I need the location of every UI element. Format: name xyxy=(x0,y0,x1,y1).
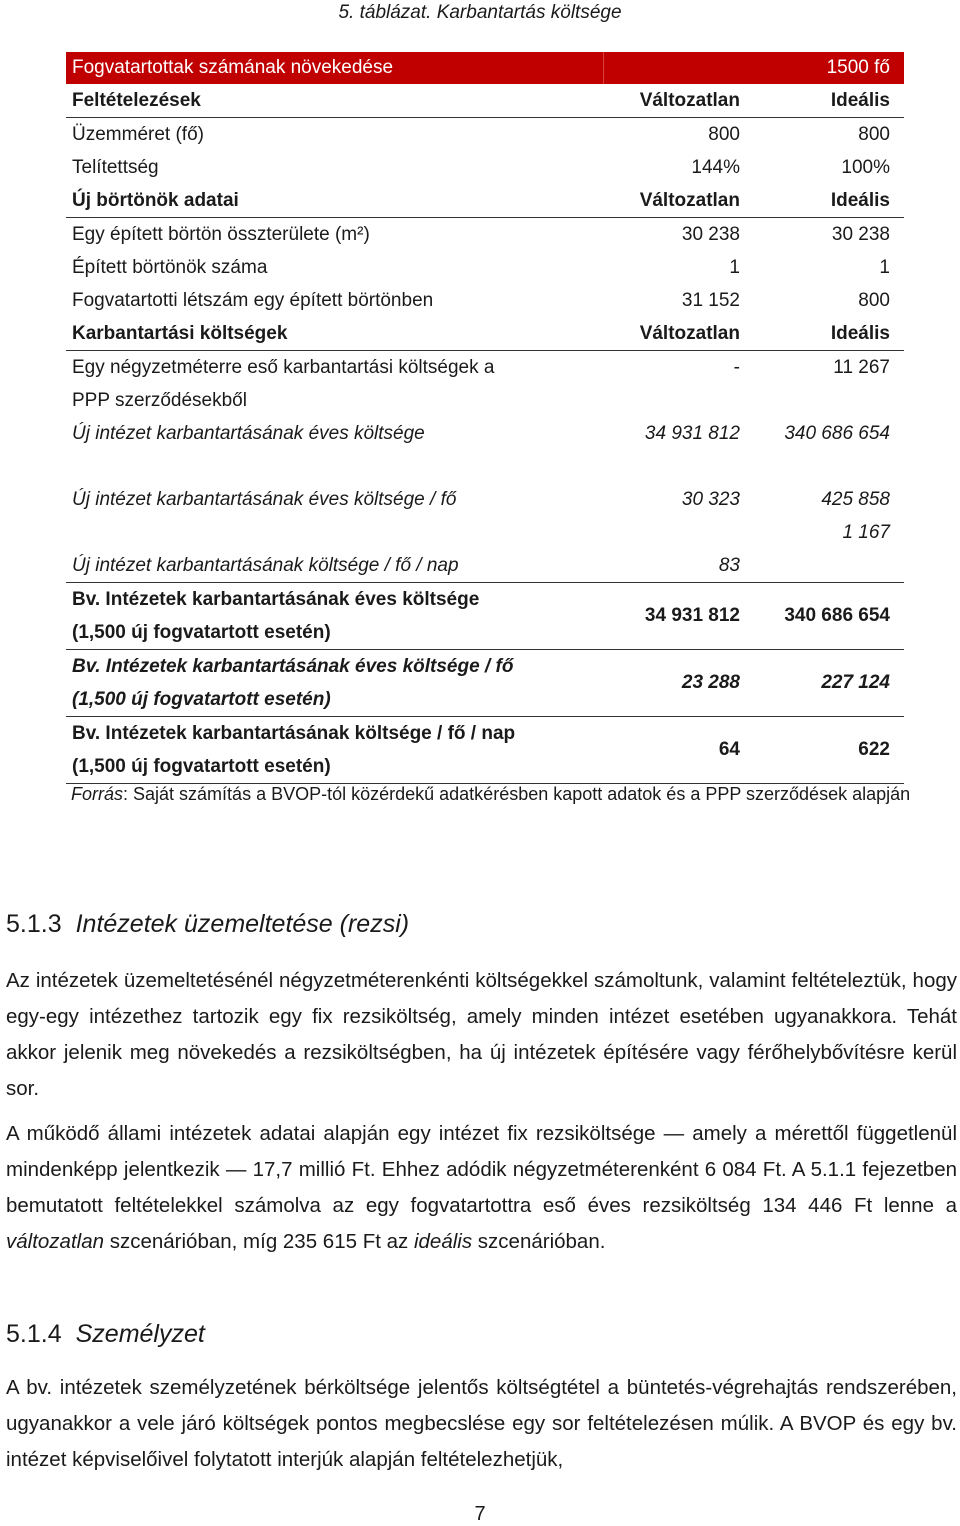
source-text: : Saját számítás a BVOP-tól közérdekű adatkérésben kapott adatok és a PPP szerződések alapján xyxy=(123,784,911,804)
value-valtozatlan: 30 323 xyxy=(681,488,740,510)
row-label: Egy négyzetméterre eső karbantartási költségek a xyxy=(72,356,495,378)
table-row xyxy=(66,351,904,385)
row-label: Telítettség xyxy=(72,156,159,178)
table-row xyxy=(66,483,904,516)
value-valtozatlan: Változatlan xyxy=(604,84,755,118)
value-valtozatlan xyxy=(604,384,755,417)
value-idealis: Ideális xyxy=(754,184,904,218)
value-idealis: 30 238 xyxy=(831,223,890,245)
row-label: PPP szerződésekből xyxy=(72,389,247,411)
row-label xyxy=(66,717,604,784)
row-label: Új intézet karbantartásának költsége / fő / nap xyxy=(66,549,604,583)
title-label: Fogvatartottak számának növekedése xyxy=(66,52,604,84)
row-label: Épített börtönök száma xyxy=(72,256,268,278)
page-number: 7 xyxy=(474,1503,486,1525)
table-row xyxy=(66,417,904,450)
section-number: 5.1.3 xyxy=(6,910,62,938)
value-idealis: 100% xyxy=(841,156,890,178)
row-label-line-2: (1,500 új fogvatartott esetén) xyxy=(72,622,331,643)
table-row xyxy=(66,184,904,218)
row-label: Új intézet karbantartásának éves költsége xyxy=(72,422,425,444)
table-row xyxy=(66,583,904,650)
row-label: Feltételezések xyxy=(66,84,604,118)
value-idealis: 227 124 xyxy=(754,650,904,717)
value-idealis: Ideális xyxy=(754,84,904,118)
value-valtozatlan: 144% xyxy=(691,156,740,178)
table-row xyxy=(66,251,904,284)
value-idealis: 622 xyxy=(754,717,904,784)
value-idealis: 425 858 xyxy=(821,488,890,510)
row-label xyxy=(66,583,604,650)
row-label: Egy épített börtön összterülete (m²) xyxy=(72,223,370,245)
source-label: Forrás xyxy=(71,784,124,804)
value-valtozatlan: 83 xyxy=(604,549,755,583)
value-idealis: 1 167 xyxy=(842,521,890,543)
table-row xyxy=(66,218,904,252)
row-label: Új intézet karbantartásának éves költsége / fő xyxy=(72,488,457,510)
table-title-row xyxy=(66,52,904,84)
value-idealis: 340 686 654 xyxy=(754,583,904,650)
section-title: Intézetek üzemeltetése (rezsi) xyxy=(75,910,410,938)
value-idealis: 800 xyxy=(858,289,890,311)
value-valtozatlan: 30 238 xyxy=(681,223,740,245)
row-label: Új börtönök adatai xyxy=(66,184,604,218)
value-valtozatlan: 1 xyxy=(729,256,740,278)
value-idealis: 1 xyxy=(879,256,890,278)
value-idealis xyxy=(754,384,904,417)
paragraph-1: Az intézetek üzemeltetésénél négyzetméterenkénti költségekkel számoltunk, valamint feltételeztük, hogy egy-egy intézethez tartozik egy fix rezsiköltség, amely minden intézet esetében ugyanakkora. Tehát akkor jelenik meg növekedés a rezsiköltségben, ha új intézetek építésére vagy férőhelybővítésre kerül sor. xyxy=(6,969,957,1100)
row-label xyxy=(66,516,604,549)
value-valtozatlan: 34 931 812 xyxy=(604,583,755,650)
value-idealis xyxy=(754,549,904,583)
table-row xyxy=(66,384,904,417)
title-value: 1500 fő xyxy=(754,52,904,84)
value-idealis: 800 xyxy=(858,123,890,145)
value-idealis: Ideális xyxy=(754,317,904,351)
row-label xyxy=(66,650,604,717)
value-valtozatlan: - xyxy=(733,356,740,378)
source-note xyxy=(71,779,911,809)
row-label: Fogvatartotti létszám egy épített börtönben xyxy=(72,289,434,311)
value-valtozatlan: 31 152 xyxy=(681,289,740,311)
table-row xyxy=(66,317,904,351)
value-idealis: 11 267 xyxy=(833,356,890,378)
table-row xyxy=(66,549,904,583)
value-valtozatlan xyxy=(604,516,755,549)
row-label-line-1: Bv. Intézetek karbantartásának éves költsége / fő xyxy=(72,656,514,677)
table-row xyxy=(66,516,904,549)
paragraph-2: A működő állami intézetek adatai alapján egy intézet fix rezsiköltsége — amely a mérettől függetlenül mindenképp jelentkezik — 17,7 millió Ft. Ehhez adódik négyzetméterenként 6 084 Ft. A 5.1.1 fejezetben bemutatott feltételekkel számolva az egy fogvatartottra eső éves rezsiköltség 134 446 Ft lenne a változatlan szcenárióban, míg 235 615 Ft az ideális szcenárióban. xyxy=(6,1122,957,1253)
value-idealis xyxy=(754,450,904,483)
paragraph-3: A bv. intézetek személyzetének bérköltsége jelentős költségtétel a büntetés-végrehajtás rendszerében, ugyanakkor a vele járó költségek pontos megbecslése egy sor feltételezésen múlik. A BVOP és egy bv. intézet képviselőivel folytatott interjúk alapján feltételezhetjük, xyxy=(6,1376,957,1471)
section-heading-513 xyxy=(6,910,409,939)
row-label-line-1: Bv. Intézetek karbantartásának költsége / fő / nap xyxy=(72,723,516,744)
row-label-line-1: Bv. Intézetek karbantartásának éves költsége xyxy=(72,589,480,610)
table-caption: 5. táblázat. Karbantartás költsége xyxy=(338,2,622,23)
value-valtozatlan: 23 288 xyxy=(604,650,755,717)
value-valtozatlan: 64 xyxy=(604,717,755,784)
maintenance-cost-table xyxy=(66,52,904,784)
table-row xyxy=(66,118,904,152)
section-title: Személyzet xyxy=(75,1320,205,1348)
row-label-line-2: (1,500 új fogvatartott esetén) xyxy=(72,756,331,777)
table-row xyxy=(66,151,904,184)
value-valtozatlan: Változatlan xyxy=(604,317,755,351)
value-idealis: 340 686 654 xyxy=(784,422,890,444)
section-heading-514 xyxy=(6,1320,205,1349)
table-row xyxy=(66,650,904,717)
row-label-line-2: (1,500 új fogvatartott esetén) xyxy=(72,689,331,710)
row-label xyxy=(66,450,604,483)
value-valtozatlan: 34 931 812 xyxy=(644,422,740,444)
value-valtozatlan xyxy=(604,450,755,483)
table-row xyxy=(66,84,904,118)
row-label: Üzemméret (fő) xyxy=(72,123,204,145)
value-valtozatlan: 800 xyxy=(708,123,740,145)
row-label: Karbantartási költségek xyxy=(66,317,604,351)
table-row xyxy=(66,450,904,483)
table-row xyxy=(66,284,904,317)
value-valtozatlan: Változatlan xyxy=(604,184,755,218)
section-number: 5.1.4 xyxy=(6,1320,62,1348)
table-row xyxy=(66,717,904,784)
